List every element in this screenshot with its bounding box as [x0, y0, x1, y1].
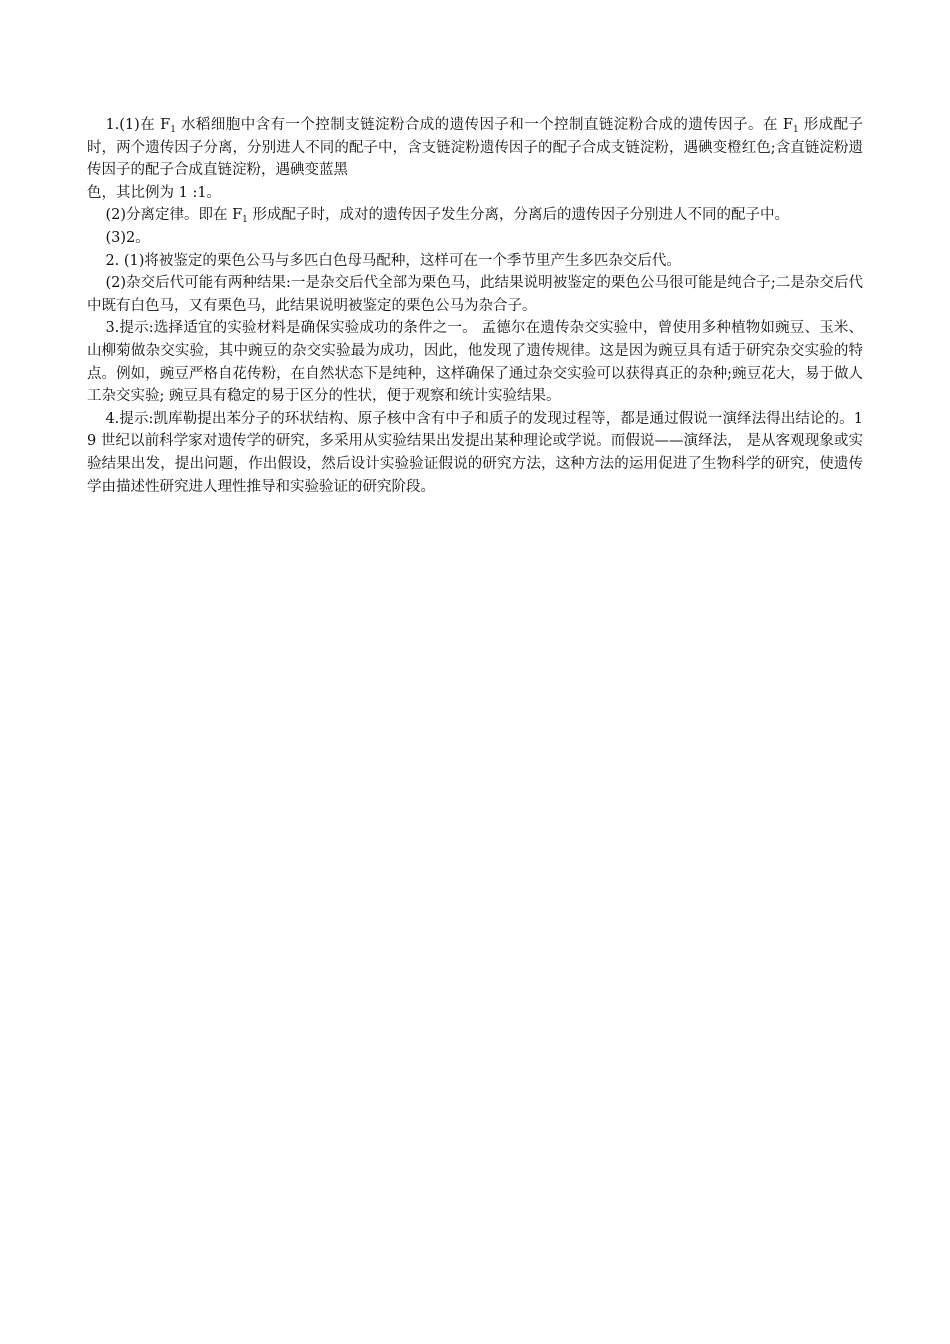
answer-2-1-paragraph: 2. (1)将被鉴定的栗色公马与多匹白色母马配种，这样可在一个季节里产生多匹杂交后代。	[105, 252, 681, 269]
subscript: 1	[242, 215, 248, 226]
text-run: 形成配子时，两个遗传因子分离，分别进人不同的配子中，含支链淀粉遗传因子的配子合成支链淀粉，遇碘变橙红色;含直链淀粉遗传因子的配子合成直链淀粉，遇碘变蓝黑	[87, 117, 864, 179]
answer-text-block	[87, 114, 863, 498]
answer-1-2-paragraph	[87, 204, 863, 227]
answer-4-paragraph: 4.提示:凯库勒提出苯分子的环状结构、原子核中含有中子和质子的发现过程等，都是通过假说一演绎法得出结论的。19 世纪以前科学家对遗传学的研究，多采用从实验结果出发提出某种理论或学说。而假说——演绎法， 是从客观现象或实验结果出发，提出问题，作出假设，然后设计实验验证假说的研究方法，这种方法的运用促进了生物科学的研究，使遗传学由描述性研究进人理性推导和实验验证的研究阶段。	[87, 410, 863, 495]
answer-1-1-continuation: 色，其比例为 1 :1。	[87, 184, 222, 201]
text-run: 1.(1)在 F	[105, 117, 171, 133]
subscript: 1	[792, 125, 799, 136]
answer-2-2-paragraph: (2)杂交后代可能有两种结果:一是杂交后代全部为栗色马，此结果说明被鉴定的栗色公马很可能是纯合子;二是杂交后代中既有白色马，又有栗色马，此结果说明被鉴定的栗色公马为杂合子。	[87, 275, 863, 314]
text-run: (2)分离定律。即在 F	[105, 207, 243, 224]
subscript: 1	[170, 125, 176, 136]
text-run: 形成配子时，成对的遗传因子发生分离，分离后的遗传因子分别进人不同的配子中。	[247, 207, 789, 224]
answer-1-3-paragraph: (3)2。	[105, 229, 150, 246]
answer-1-1-paragraph	[87, 114, 863, 182]
answer-3-paragraph: 3.提示:选择适宜的实验材料是确保实验成功的条件之一。 孟德尔在遗传杂交实验中，曾使用多种植物如豌豆、玉米、山柳菊做杂交实验，其中豌豆的杂交实验最为成功，因此，他发现了遗传规律。这是因为豌豆具有适于研究杂交实验的特点。例如，豌豆严格自花传粉，在自然状态下是纯种，这样确保了通过杂交实验可以获得真正的杂种;豌豆花大，易于做人工杂交实验; 豌豆具有稳定的易于区分的性状，便于观察和统计实验结果。	[87, 320, 863, 405]
text-run: 水稻细胞中含有一个控制支链淀粉合成的遗传因子和一个控制直链淀粉合成的遗传因子。在 F	[175, 117, 793, 133]
